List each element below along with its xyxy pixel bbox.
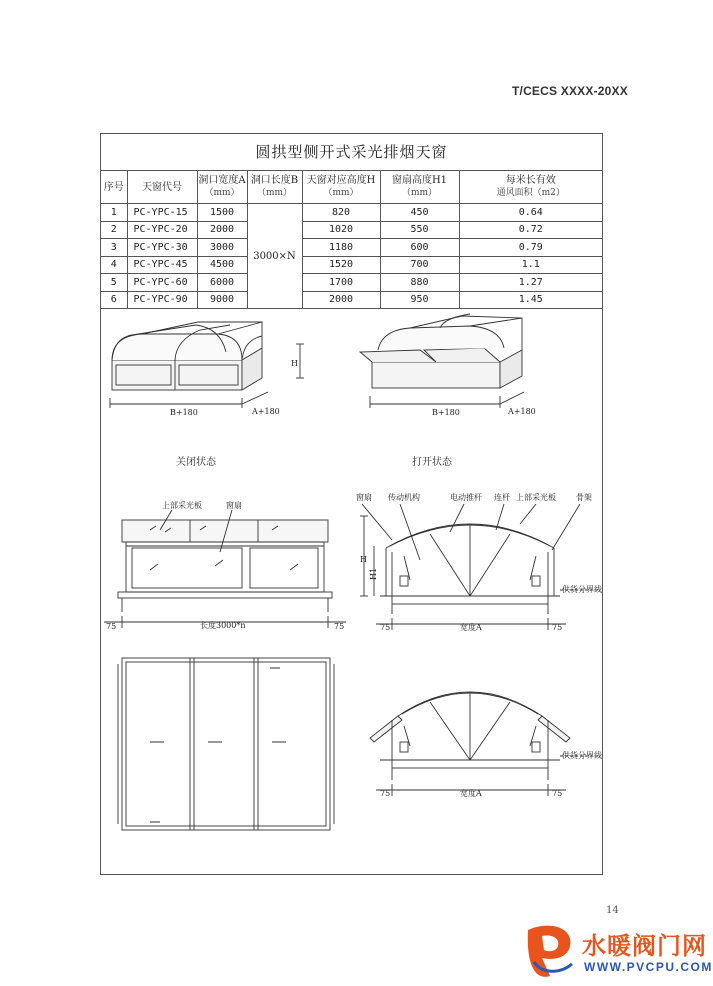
watermark-text: 水暖阀门网 xyxy=(582,932,707,960)
section-label-top-panel: 上部采光板 xyxy=(516,493,556,502)
col-header-height-h: 天窗对应高度H （mm） xyxy=(302,171,380,204)
cell-vent-area: 0.64 xyxy=(459,204,602,222)
iso-open-drawing xyxy=(360,314,524,408)
iso-open-caption: 打开状态 xyxy=(412,457,452,468)
iso-closed-dim-length: B+180 xyxy=(170,408,198,417)
section-label-frame: 骨架 xyxy=(576,493,592,502)
section-label-link: 连杆 xyxy=(494,493,510,502)
iso-open-dim-length: B+180 xyxy=(432,408,460,417)
cell-code: PC-YPC-90 xyxy=(127,291,197,309)
watermark-url: WWW.PVCPU.COM xyxy=(584,960,713,974)
section-label-sash: 窗扇 xyxy=(356,493,372,502)
watermark xyxy=(520,920,713,985)
cell-sash-h1: 950 xyxy=(380,291,459,309)
cell-code: PC-YPC-45 xyxy=(127,256,197,274)
cell-width-a: 9000 xyxy=(197,291,247,309)
col-header-code: 天窗代号 xyxy=(127,171,197,204)
elevation-dim-left: 75 xyxy=(106,622,117,631)
cell-height-h: 1700 xyxy=(302,274,380,292)
cell-width-a: 6000 xyxy=(197,274,247,292)
section-label-push-rod: 电动推杆 xyxy=(450,493,482,502)
cell-code: PC-YPC-15 xyxy=(127,204,197,222)
section-label-actuator: 传动机构 xyxy=(388,493,420,502)
cell-width-a: 4500 xyxy=(197,256,247,274)
col-header-sash-h1: 窗扇高度H1 （mm） xyxy=(380,171,459,204)
cell-no: 3 xyxy=(101,239,127,257)
section-dim-h: H xyxy=(360,555,367,564)
cell-no: 5 xyxy=(101,274,127,292)
cell-sash-h1: 600 xyxy=(380,239,459,257)
cell-code: PC-YPC-30 xyxy=(127,239,197,257)
cell-width-a: 1500 xyxy=(197,204,247,222)
cell-vent-area: 0.79 xyxy=(459,239,602,257)
elevation-label-sash: 窗扇 xyxy=(226,501,242,510)
cell-vent-area: 0.72 xyxy=(459,221,602,239)
elevation-label-top-panel: 上部采光板 xyxy=(162,501,202,510)
cell-sash-h1: 550 xyxy=(380,221,459,239)
section-open-drawing xyxy=(370,692,600,796)
cell-length-b-merged: 3000×N xyxy=(247,204,302,309)
col-header-vent-area: 每米长有效 通风面积（m2） xyxy=(459,171,602,204)
cell-code: PC-YPC-60 xyxy=(127,274,197,292)
section-open-dim-width: 宽度A xyxy=(460,789,482,798)
standard-code: T/CECS XXXX-20XX xyxy=(512,84,628,98)
iso-closed-caption: 关闭状态 xyxy=(176,457,216,468)
cell-height-h: 1180 xyxy=(302,239,380,257)
cell-vent-area: 1.1 xyxy=(459,256,602,274)
iso-closed-dim-width: A+180 xyxy=(252,407,280,416)
cell-no: 2 xyxy=(101,221,127,239)
section-dim-right: 75 xyxy=(552,623,563,632)
cell-height-h: 2000 xyxy=(302,291,380,309)
section-closed-drawing xyxy=(360,504,600,630)
cell-sash-h1: 450 xyxy=(380,204,459,222)
section-open-dim-right: 75 xyxy=(552,789,563,798)
iso-open-dim-width: A+180 xyxy=(508,407,536,416)
elevation-dim-length: 长度3000*n xyxy=(200,621,246,630)
section-open-dim-left: 75 xyxy=(380,789,391,798)
section-open-supply-boundary: 供货分界线 xyxy=(562,751,602,760)
elevation-drawing xyxy=(104,510,346,628)
spec-table-title: 圆拱型侧开式采光排烟天窗 xyxy=(101,134,602,171)
col-header-length-b: 洞口长度B （mm） xyxy=(247,171,302,204)
section-dim-h1: H1 xyxy=(369,567,378,580)
cell-no: 1 xyxy=(101,204,127,222)
cell-code: PC-YPC-20 xyxy=(127,221,197,239)
cell-vent-area: 1.45 xyxy=(459,291,602,309)
cell-no: 6 xyxy=(101,291,127,309)
section-dim-left: 75 xyxy=(380,623,391,632)
cell-height-h: 820 xyxy=(302,204,380,222)
cell-sash-h1: 880 xyxy=(380,274,459,292)
cell-no: 4 xyxy=(101,256,127,274)
section-dim-width: 宽度A xyxy=(460,623,482,632)
iso-closed-drawing xyxy=(110,322,304,408)
cell-sash-h1: 700 xyxy=(380,256,459,274)
cell-width-a: 2000 xyxy=(197,221,247,239)
cell-height-h: 1020 xyxy=(302,221,380,239)
cell-height-h: 1520 xyxy=(302,256,380,274)
iso-closed-dim-height: H xyxy=(291,359,298,368)
page-number: 14 xyxy=(606,905,619,916)
elevation-dim-right: 75 xyxy=(334,622,345,631)
watermark-logo-icon xyxy=(520,920,580,982)
col-header-no: 序号 xyxy=(101,171,127,204)
col-header-width-a: 洞口宽度A （mm） xyxy=(197,171,247,204)
section-supply-boundary: 供货分界线 xyxy=(562,585,602,594)
plan-drawing xyxy=(118,658,334,830)
cell-vent-area: 1.27 xyxy=(459,274,602,292)
cell-width-a: 3000 xyxy=(197,239,247,257)
